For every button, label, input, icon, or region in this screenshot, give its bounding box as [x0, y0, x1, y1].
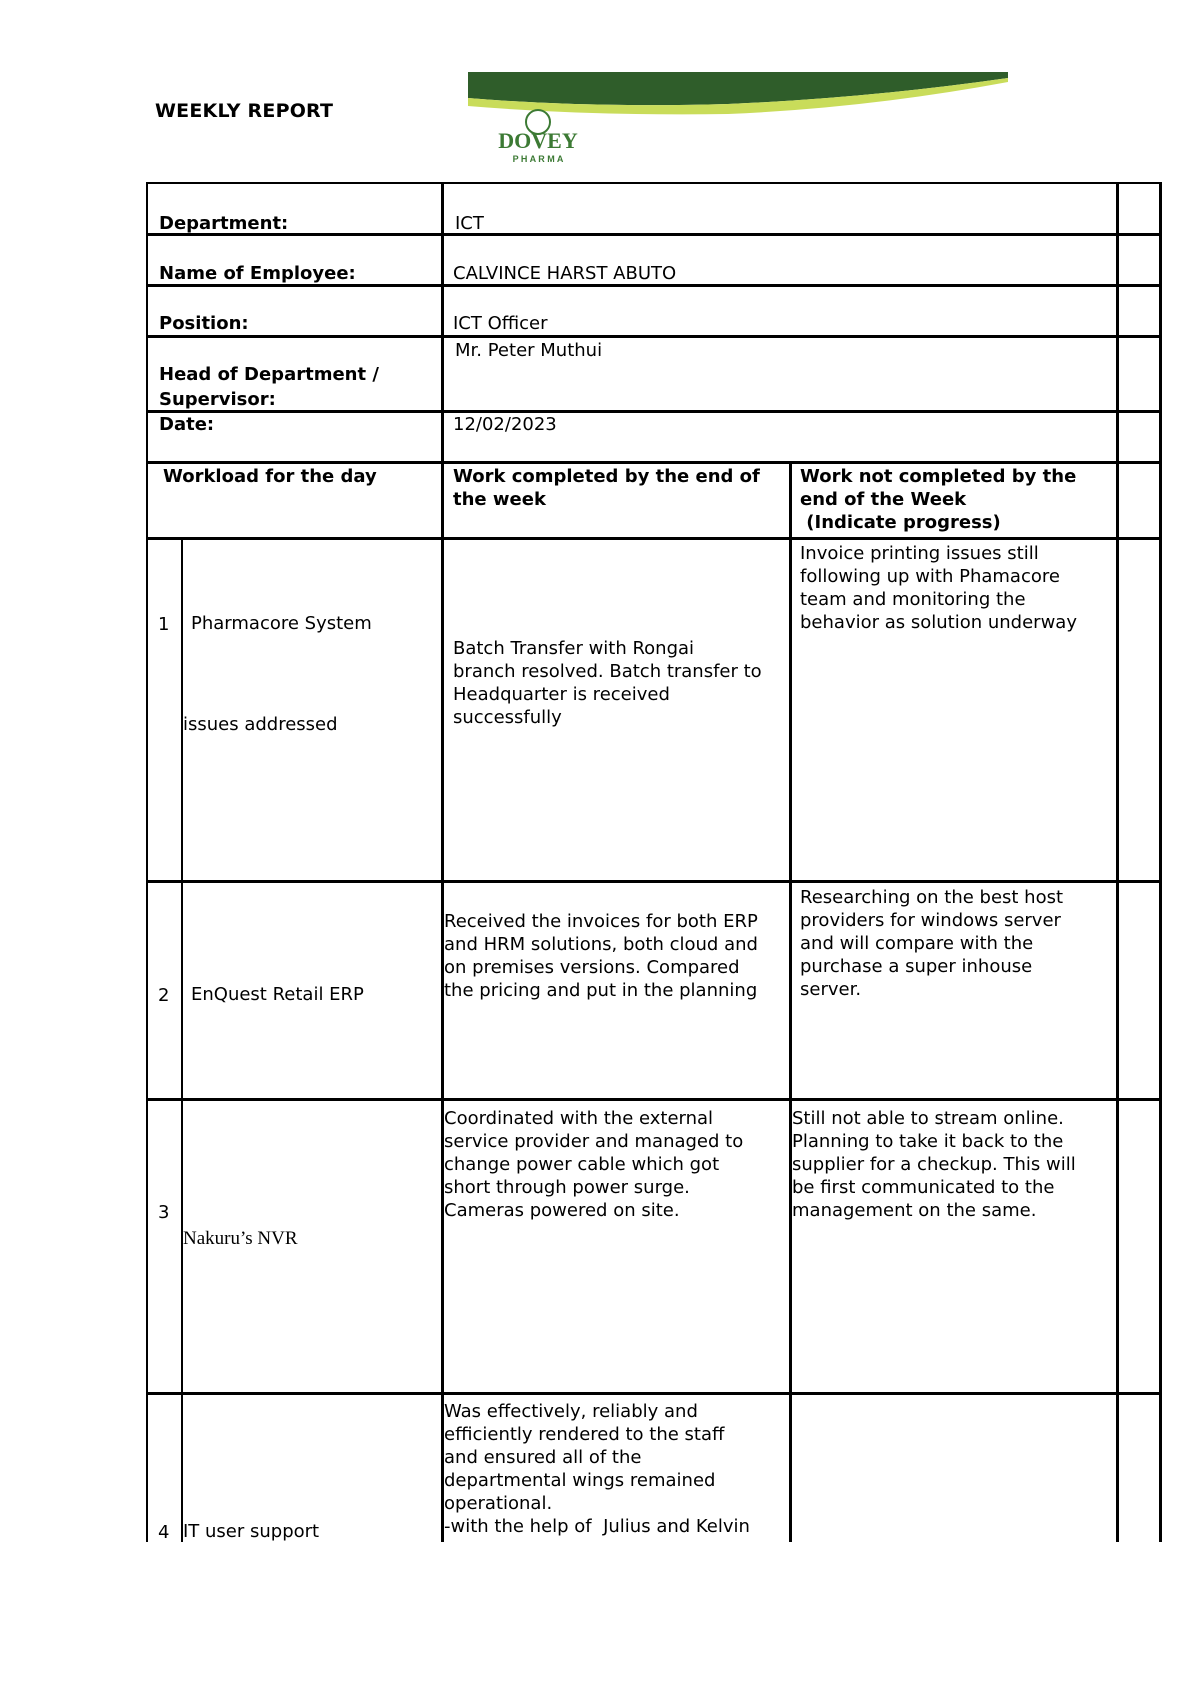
date-label: Date: [159, 414, 215, 435]
row-completed: Received the invoices for both ERP and HRM solutions, both cloud and on premises versions. Compared the pricing and put in the planning [444, 911, 758, 1001]
hod-label-line1: Head of Department / [159, 364, 379, 385]
department-value: ICT [455, 213, 484, 234]
row-completed: Was effectively, reliably and efficiently rendered to the staff and ensured all of the departmental wings remained operational. -with the help of Julius and Kelvin [444, 1401, 750, 1537]
header-not-completed: Work not completed by the end of the Week (Indicate progress) [800, 466, 1077, 533]
row-number: 2 [158, 985, 170, 1006]
hod-value: Mr. Peter Muthui [455, 340, 603, 361]
row-number: 3 [158, 1202, 170, 1223]
logo-name: DOVEY [498, 128, 578, 153]
report-title: WEEKLY REPORT [155, 100, 334, 122]
row-number: 1 [158, 614, 170, 635]
department-label: Department: [159, 213, 289, 234]
position-label: Position: [159, 313, 249, 334]
row-number: 4 [158, 1522, 170, 1543]
row-task: Pharmacore System [191, 613, 372, 634]
row-task: IT user support [183, 1521, 320, 1542]
position-value: ICT Officer [453, 313, 548, 334]
row-not-completed: Researching on the best host providers for windows server and will compare with the purchase a super inhouse server. [800, 887, 1064, 1000]
row-completed: Coordinated with the external service provider and managed to change power cable which got short through power surge. Cameras powered on site. [444, 1108, 744, 1221]
row-task: EnQuest Retail ERP [191, 984, 364, 1005]
header-workload: Workload for the day [163, 466, 377, 487]
logo-sub: P H A R M A [512, 154, 564, 164]
hod-label-line2: Supervisor: [159, 389, 276, 410]
date-value: 12/02/2023 [453, 414, 557, 435]
employee-label: Name of Employee: [159, 263, 356, 284]
header-completed: Work completed by the end of the week [453, 466, 760, 510]
row-task: Nakuru’s NVR [183, 1228, 298, 1249]
company-logo [468, 70, 1008, 170]
row-not-completed: Invoice printing issues still following up with Phamacore team and monitoring the behavior as solution underway [800, 543, 1077, 633]
row-task-extra: issues addressed [183, 714, 338, 735]
employee-value: CALVINCE HARST ABUTO [453, 263, 677, 284]
row-not-completed: Still not able to stream online. Planning to take it back to the supplier for a checkup. This will be first communicated to the management on the same. [792, 1108, 1076, 1221]
row-completed: Batch Transfer with Rongai branch resolved. Batch transfer to Headquarter is received successfully [453, 638, 762, 728]
